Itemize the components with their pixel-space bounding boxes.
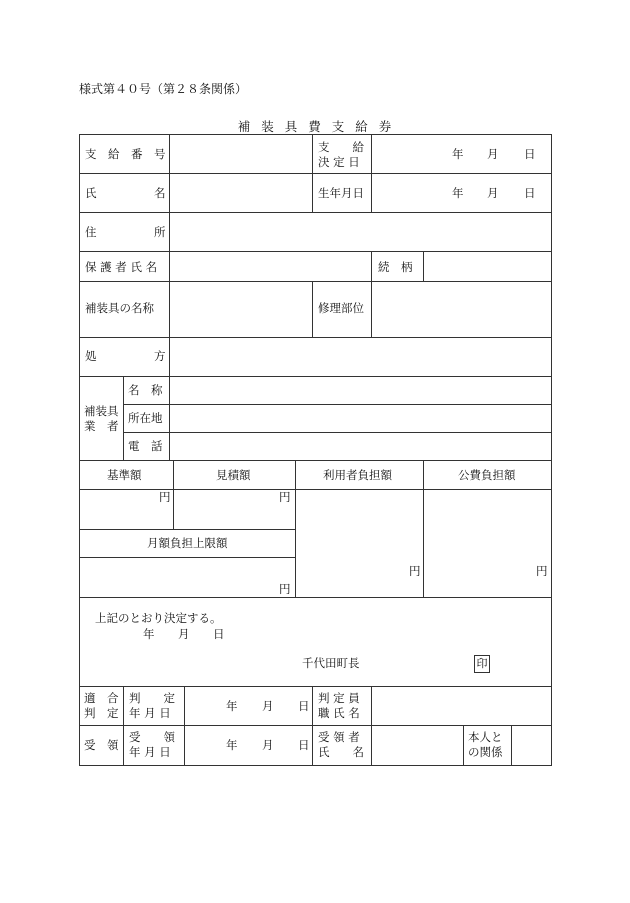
table-rule-v	[371, 251, 372, 282]
table-rule-v	[312, 281, 313, 338]
vendor-label-2: 業 者	[84, 419, 119, 433]
estimate-yen: 円	[279, 490, 291, 504]
receipt-label: 受 領	[84, 738, 119, 752]
name-label: 氏 名	[85, 186, 166, 200]
form-number: 様式第４０号（第２８条関係）	[79, 82, 248, 96]
decision-month: 月	[487, 147, 499, 161]
table-rule-h	[79, 557, 296, 558]
table-rule-v	[371, 134, 372, 213]
vendor-label-1: 補装具	[84, 404, 119, 418]
relation-to-self-label-1: 本人と	[468, 730, 503, 744]
recipient-label-1: 受 領 者	[318, 730, 360, 744]
judge-name-label-2: 職 氏 名	[318, 706, 360, 720]
table-rule-h	[79, 597, 552, 598]
judge-year: 年	[226, 699, 238, 713]
device-name-label: 補装具の名称	[85, 301, 154, 315]
base-yen: 円	[159, 490, 171, 504]
user-burden-header: 利用者負担額	[323, 468, 392, 482]
receipt-date-label-2: 年 月 日	[129, 745, 171, 759]
table-rule-v	[371, 686, 372, 766]
table-rule-v	[423, 460, 424, 598]
receipt-day: 日	[298, 738, 310, 752]
table-rule-v	[312, 134, 313, 213]
judge-day: 日	[298, 699, 310, 713]
name-field[interactable]	[171, 174, 309, 211]
mayor-title: 千代田町長	[302, 656, 360, 670]
suitability-label-2: 判 定	[84, 706, 119, 720]
user-burden-yen: 円	[409, 564, 421, 578]
address-label: 住 所	[85, 225, 166, 239]
vendor-location-label: 所在地	[128, 411, 163, 425]
base-amount-header: 基準額	[107, 468, 142, 482]
statement-month: 月	[178, 627, 190, 641]
judge-date-label-1: 判 定	[129, 691, 175, 705]
prescription-label: 処 方	[85, 349, 166, 363]
vendor-name-label: 名 称	[128, 383, 163, 397]
decision-statement: 上記のとおり決定する。	[95, 611, 222, 625]
table-rule-v	[511, 725, 512, 766]
table-rule-v	[184, 686, 185, 766]
table-rule-h	[79, 725, 552, 726]
table-rule-h	[79, 251, 552, 252]
table-rule-h	[79, 529, 296, 530]
table-rule-h	[79, 281, 552, 282]
table-rule-h	[79, 173, 552, 174]
table-rule-h	[123, 432, 552, 433]
address-field[interactable]	[171, 213, 549, 250]
table-rule-h	[79, 765, 552, 766]
relation-label: 続 柄	[378, 260, 413, 274]
recipient-label-2: 氏 名	[318, 745, 364, 759]
decision-date-label-2: 決 定 日	[318, 155, 360, 169]
table-rule-v	[123, 376, 124, 461]
receipt-year: 年	[226, 738, 238, 752]
table-rule-v	[123, 686, 124, 766]
birth-month: 月	[487, 186, 499, 200]
estimate-header: 見積額	[216, 468, 251, 482]
table-rule-h	[123, 404, 552, 405]
decision-date-label-1: 支 給	[318, 140, 364, 154]
vendor-phone-label: 電 話	[128, 439, 163, 453]
birth-year: 年	[452, 186, 464, 200]
receipt-date-label-1: 受 領	[129, 730, 175, 744]
judge-month: 月	[262, 699, 274, 713]
monthly-cap-yen: 円	[279, 582, 291, 596]
table-rule-v	[169, 134, 170, 461]
public-burden-yen: 円	[536, 564, 548, 578]
table-rule-v	[312, 686, 313, 766]
decision-year: 年	[452, 147, 464, 161]
birth-day: 日	[524, 186, 536, 200]
decision-day: 日	[524, 147, 536, 161]
judge-name-label-1: 判 定 員	[318, 691, 360, 705]
table-rule-v	[295, 460, 296, 598]
suitability-label-1: 適 合	[84, 691, 119, 705]
form-title: 補装具費支給券	[237, 119, 403, 134]
seal-mark: 印	[474, 655, 490, 673]
statement-year: 年	[143, 627, 155, 641]
table-rule-h	[79, 134, 552, 135]
guardian-label: 保 護 者 氏 名	[85, 260, 158, 274]
table-rule-h	[79, 460, 552, 461]
table-rule-h	[79, 337, 552, 338]
relation-to-self-label-2: の関係	[468, 745, 503, 759]
judge-date-label-2: 年 月 日	[129, 706, 171, 720]
table-rule-v	[551, 134, 552, 766]
receipt-month: 月	[262, 738, 274, 752]
table-rule-h	[79, 686, 552, 687]
repair-part-label: 修理部位	[318, 301, 364, 315]
public-burden-header: 公費負担額	[458, 468, 516, 482]
table-rule-v	[423, 251, 424, 282]
birthdate-label: 生年月日	[318, 186, 364, 200]
payment-no-label: 支 給 番 号	[85, 147, 166, 161]
monthly-cap-header: 月額負担上限額	[147, 536, 228, 550]
table-rule-v	[463, 725, 464, 766]
statement-day: 日	[213, 627, 225, 641]
table-rule-v	[79, 134, 80, 766]
table-rule-v	[371, 281, 372, 338]
table-rule-v	[173, 460, 174, 530]
table-rule-h	[79, 489, 552, 490]
payment-no-field[interactable]	[171, 135, 309, 172]
table-rule-h	[79, 376, 552, 377]
